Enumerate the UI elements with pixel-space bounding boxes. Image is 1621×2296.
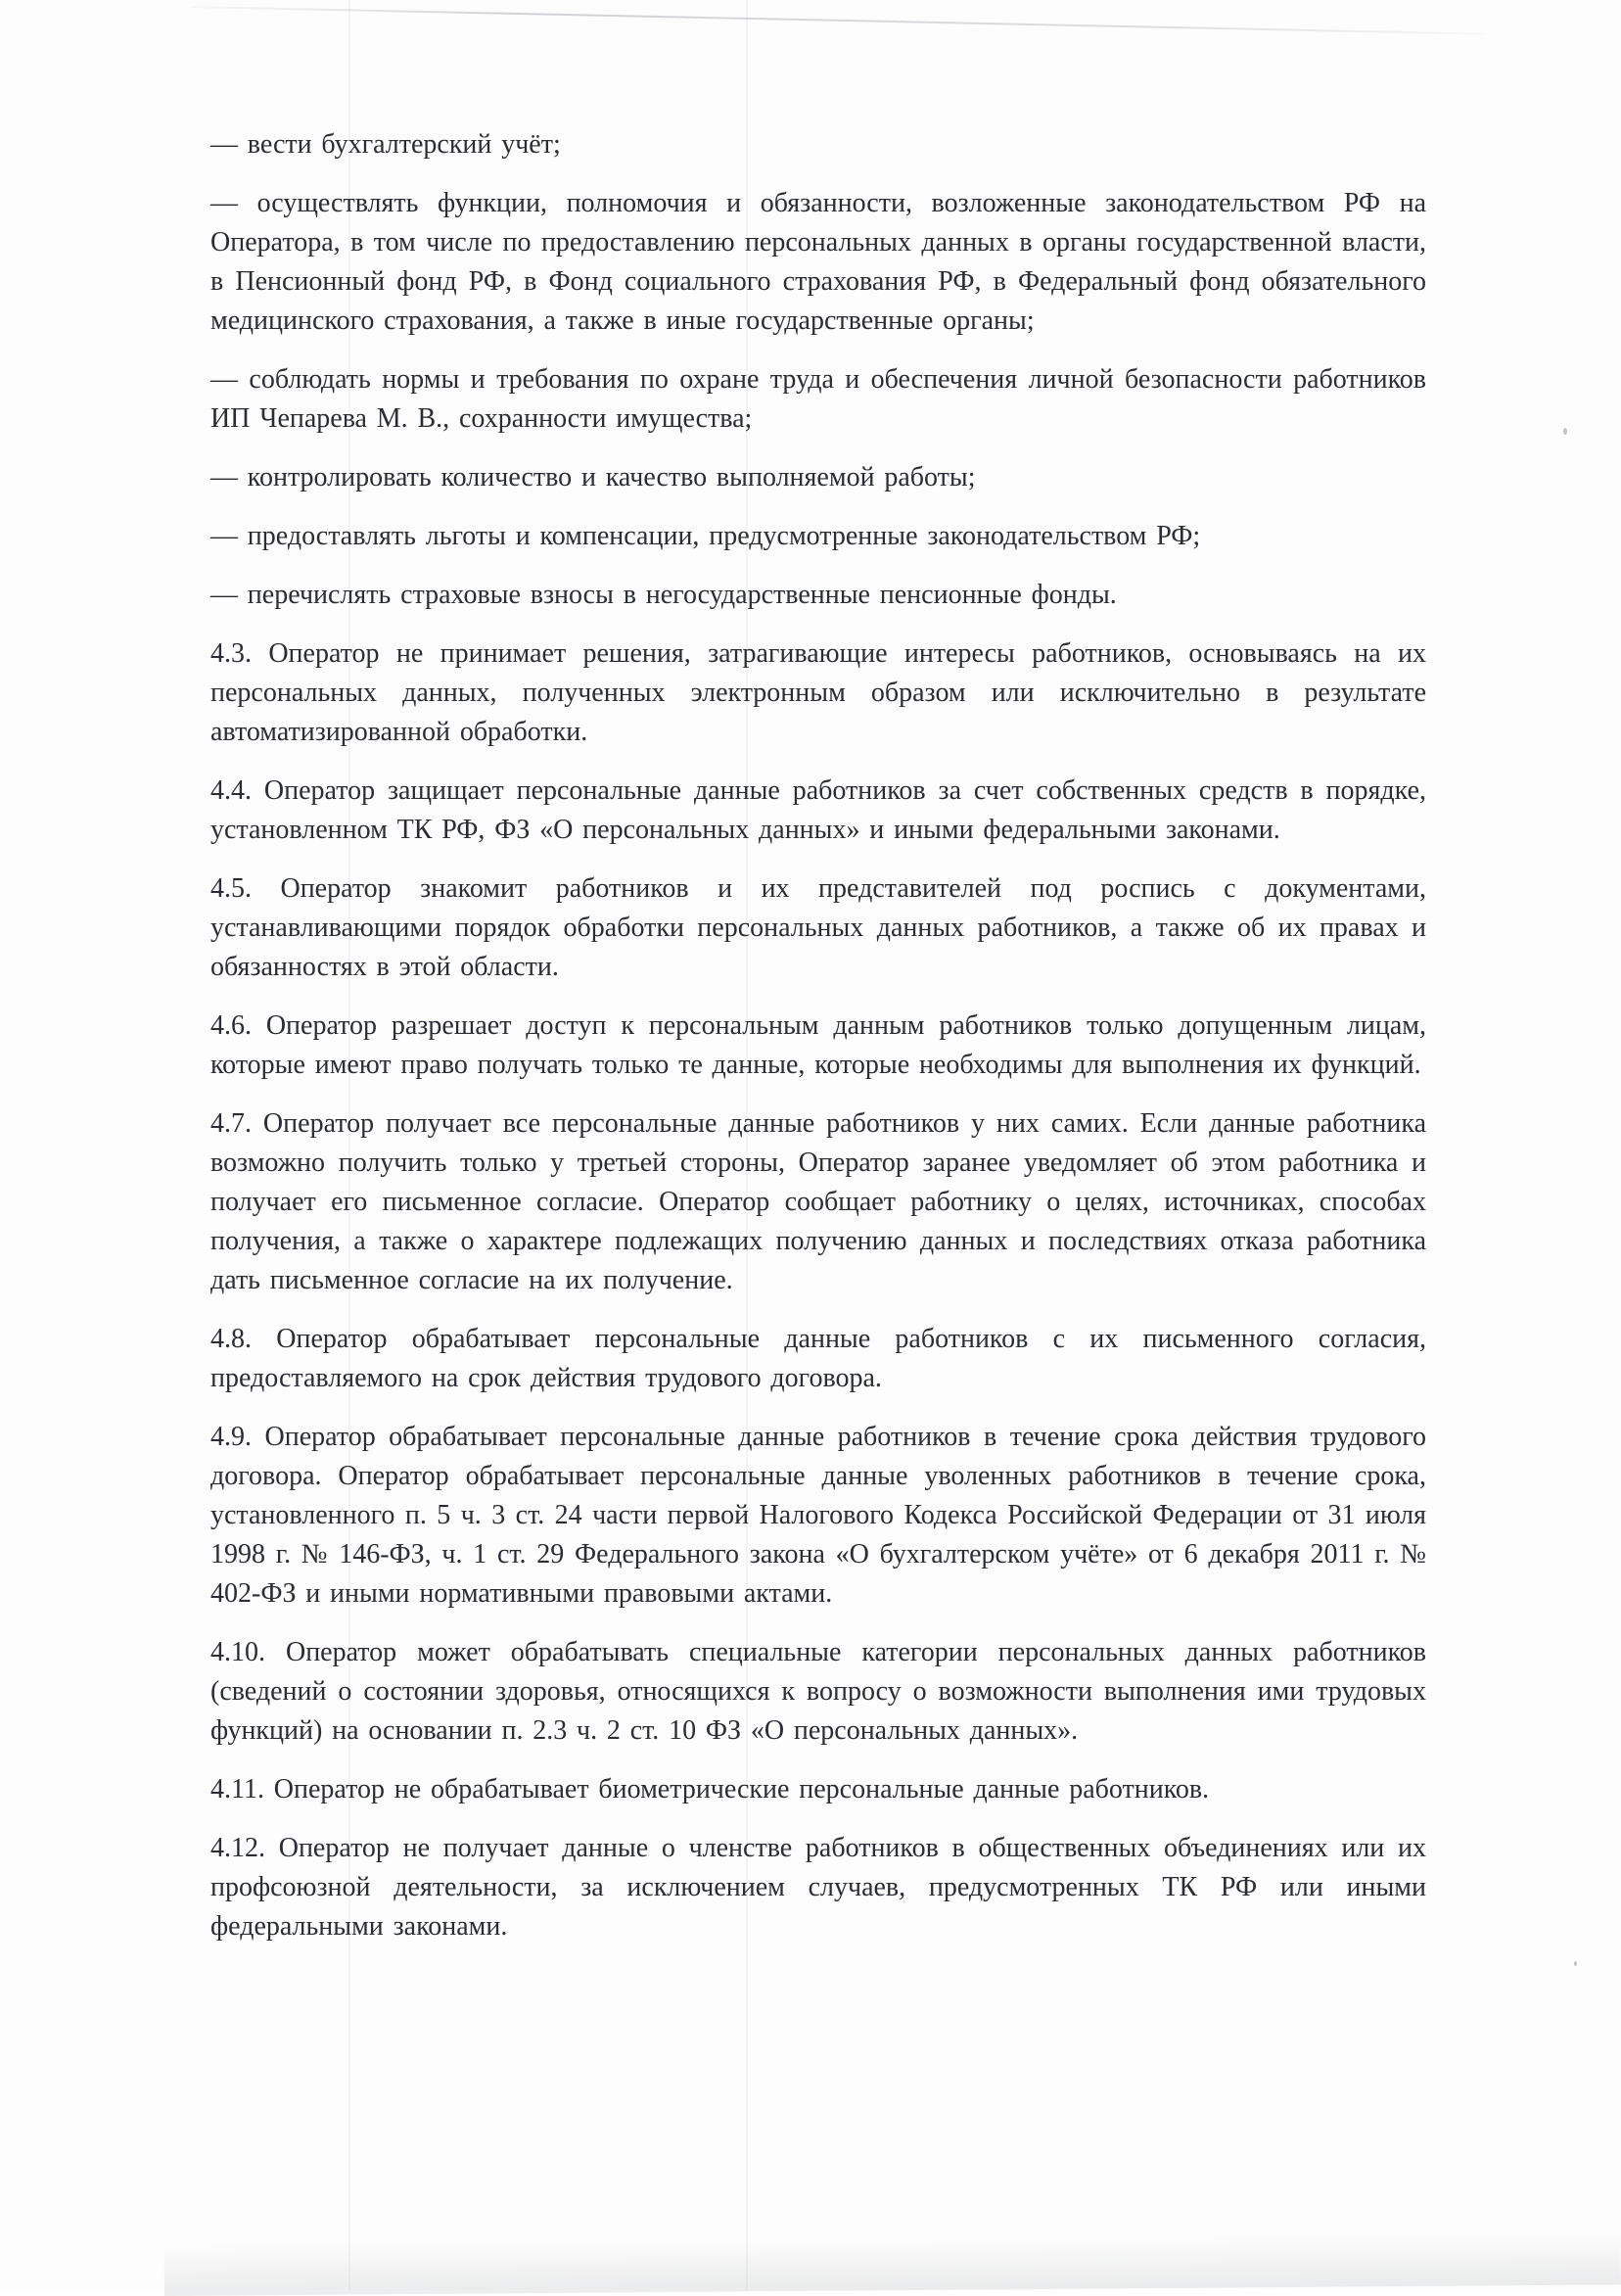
- clause-paragraph: 4.8. Оператор обрабатывает персональные данные работников с их письменного согласия, предоставляемого на срок действия трудового договора.: [210, 1324, 1426, 1393]
- bullet-item: — осуществлять функции, полномочия и обязанности, возложенные законодательством РФ на Оператора, в том числе по предоставлению персональных данных в органы государственной власти, в Пенсионный фонд РФ, в Фонд социального страхования РФ, в Федеральный фонд обязательного медицинского страхования, а также в иные государственные органы;: [210, 188, 1426, 336]
- clause-paragraph: 4.4. Оператор защищает персональные данные работников за счет собственных средств в порядке, установленном ТК РФ, ФЗ «О персональных данных» и иными федеральными законами.: [210, 775, 1426, 845]
- clause-paragraph: 4.12. Оператор не получает данные о членстве работников в общественных объединениях или их профсоюзной деятельности, за исключением случаев, предусмотренных ТК РФ или иными федеральными законами.: [210, 1833, 1426, 1942]
- bullet-item: — предоставлять льготы и компенсации, предусмотренные законодательством РФ;: [210, 521, 1201, 551]
- clause-paragraph: 4.9. Оператор обрабатывает персональные данные работников в течение срока действия трудового договора. Оператор обрабатывает персональные данные уволенных работников в течение срока, установленного п. 5 ч. 3 ст. 24 части первой Налогового Кодекса Российской Федерации от 31 июля 1998 г. № 146-ФЗ, ч. 1 ст. 29 Федерального закона «О бухгалтерском учёте» от 6 декабря 2011 г. № 402-ФЗ и иными нормативными правовыми актами.: [210, 1422, 1426, 1609]
- clause-paragraph: 4.6. Оператор разрешает доступ к персональным данным работников только допущенным лицам, которые имеют право получать только те данные, которые необходимы для выполнения их функций.: [210, 1010, 1426, 1080]
- clause-paragraph: 4.10. Оператор может обрабатывать специальные категории персональных данных работников (сведений о состоянии здоровья, относящихся к вопросу о возможности выполнения ими трудовых функций) на основании п. 2.3 ч. 2 ст. 10 ФЗ «О персональных данных».: [210, 1637, 1426, 1746]
- bullet-item: — контролировать количество и качество выполняемой работы;: [210, 462, 976, 492]
- bullet-item: — перечислять страховые взносы в негосударственные пенсионные фонды.: [210, 580, 1117, 610]
- clause-paragraph: 4.5. Оператор знакомит работников и их представителей под роспись с документами, устанавливающими порядок обработки персональных данных работников, а также об их правах и обязанностях в этой области.: [210, 873, 1426, 982]
- document-text-block: [210, 125, 1426, 1946]
- scan-speck-artifact: [1574, 1961, 1577, 1966]
- scan-speck-artifact: [1563, 428, 1567, 435]
- clause-paragraph: 4.7. Оператор получает все персональные данные работников у них самих. Если данные работника возможно получить только у третьей стороны, Оператор заранее уведомляет об этом работника и получает его письменное согласие. Оператор сообщает работнику о целях, источниках, способах получения, а также о характере подлежащих получению данных и последствиях отказа работника дать письменное согласие на их получение.: [210, 1108, 1426, 1295]
- clause-paragraph: 4.11. Оператор не обрабатывает биометрические персональные данные работников.: [210, 1774, 1210, 1804]
- scan-top-streak-artifact: [191, 6, 1483, 35]
- scan-bottom-shadow-artifact: [164, 2233, 1621, 2296]
- bullet-item: — вести бухгалтерский учёт;: [210, 129, 561, 160]
- clause-paragraph: 4.3. Оператор не принимает решения, затрагивающие интересы работников, основываясь на их персональных данных, полученных электронным образом или исключительно в результате автоматизированной обработки.: [210, 638, 1426, 747]
- bullet-item: — соблюдать нормы и требования по охране труда и обеспечения личной безопасности работников ИП Чепарева М. В., сохранности имущества;: [210, 364, 1426, 434]
